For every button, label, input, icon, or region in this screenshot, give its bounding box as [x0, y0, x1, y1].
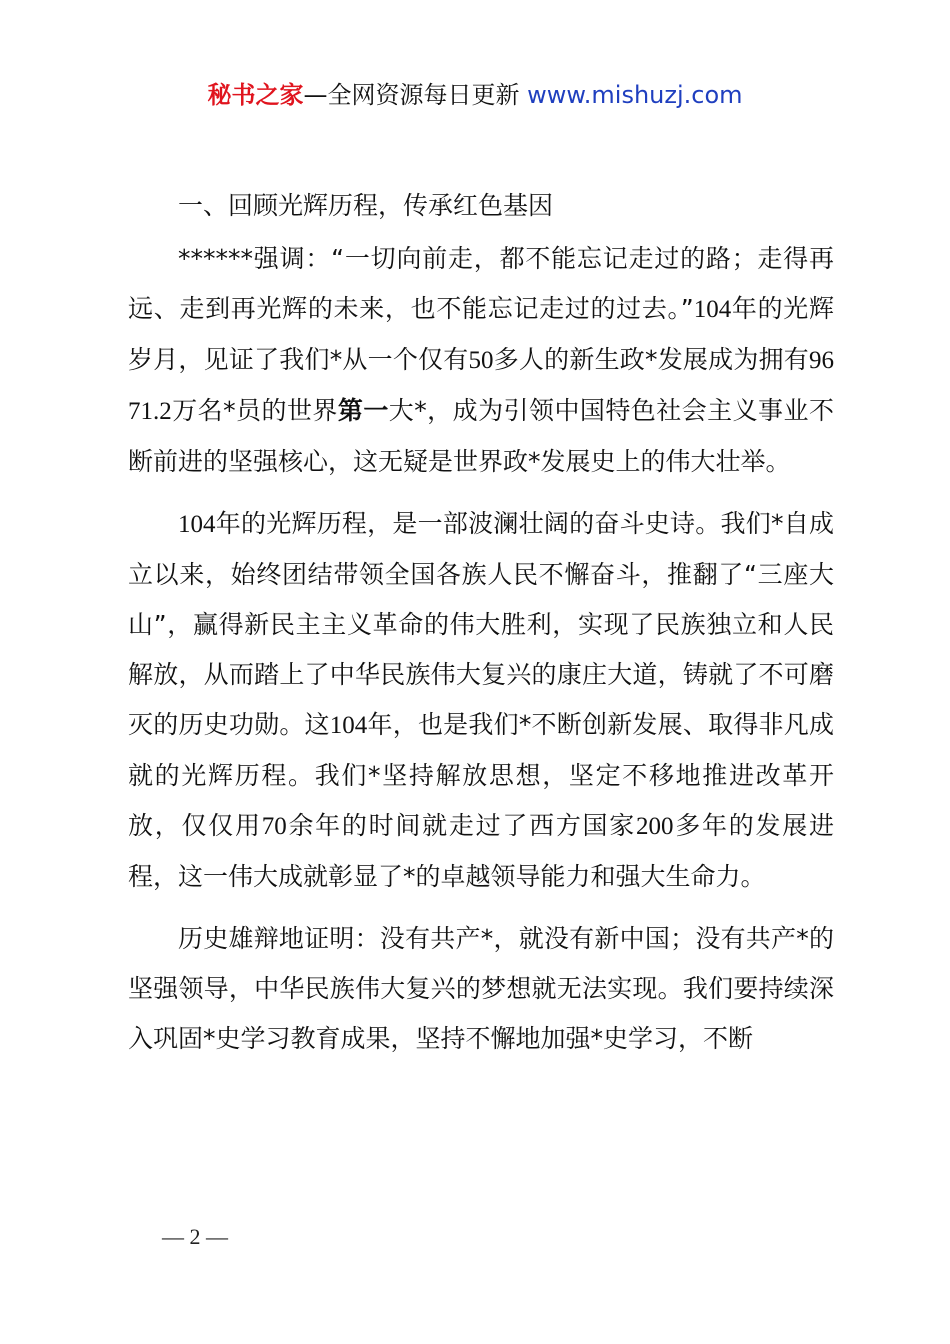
paragraph-2: [128, 499, 834, 902]
paragraph-text: 多人的新生政*发展成为拥有: [493, 345, 809, 374]
paragraph-text: 大*，成为引领中国特色社会主义事业不断前进的坚强核心，这无疑是世界政*发展史上的伟大壮举。: [128, 396, 834, 476]
paragraph-1: [128, 234, 834, 487]
number-text: 50: [468, 347, 494, 374]
site-url-link[interactable]: www.mishuzj.com: [527, 81, 743, 109]
paragraph-text: ******强调：“一切向前走，都不能忘记走过的路；走得再远、走到再光辉的未来，也不能忘记走过的过去。”: [128, 244, 834, 323]
paragraph-text: 年，也是我们*不断创新发展、取得非凡成就的光辉历程。我们*坚持解放思想，坚定不移地推进改革开放，仅仅用: [128, 710, 834, 840]
site-brand: 秘书之家: [207, 81, 304, 109]
site-tagline: —全网资源每日更新: [303, 81, 528, 109]
site-banner: [0, 78, 950, 112]
paragraph-text: 万名*员的世界: [171, 396, 338, 425]
number-text: 104: [178, 511, 216, 538]
document-body: [128, 184, 834, 1064]
number-text: 104: [693, 296, 732, 323]
page-number: — 2 —: [162, 1224, 228, 1249]
paragraph-text: 历史雄辩地证明：没有共产*，就没有新中国；没有共产*的坚强领导，中华民族伟大复兴的梦想就无法实现。我们要持续深入巩固*史学习教育成果，坚持不懈地加强*史学习，不断: [128, 924, 834, 1053]
paragraph-text: 年的光辉岁月，见证了我们*从一个仅有: [128, 294, 834, 374]
paragraph-text: 余年的时间就走过了西方国家: [286, 811, 637, 840]
number-text: 200: [636, 813, 674, 840]
number-text: 104: [329, 712, 368, 739]
paragraph-text: 年的光辉历程，是一部波澜壮阔的奋斗史诗。我们*自成立以来，始终团结带领全国各族人民不懈奋斗，推翻了“三座大山”，赢得新民主主义革命的伟大胜利，实现了民族独立和人民解放，从而踏上了中华民族伟大复兴的康庄大道，铸就了不可磨灭的历史功勋。这: [128, 509, 834, 739]
number-text: 9671.2: [128, 347, 834, 425]
bold-text: 第一: [337, 396, 389, 425]
number-text: 70: [261, 813, 287, 840]
section-heading: 一、回顾光辉历程，传承红色基因: [178, 191, 554, 220]
paragraph-text: 多年的发展进程，这一伟大成就彰显了*的卓越领导能力和强大生命力。: [128, 811, 834, 891]
paragraph-3: [128, 914, 834, 1064]
